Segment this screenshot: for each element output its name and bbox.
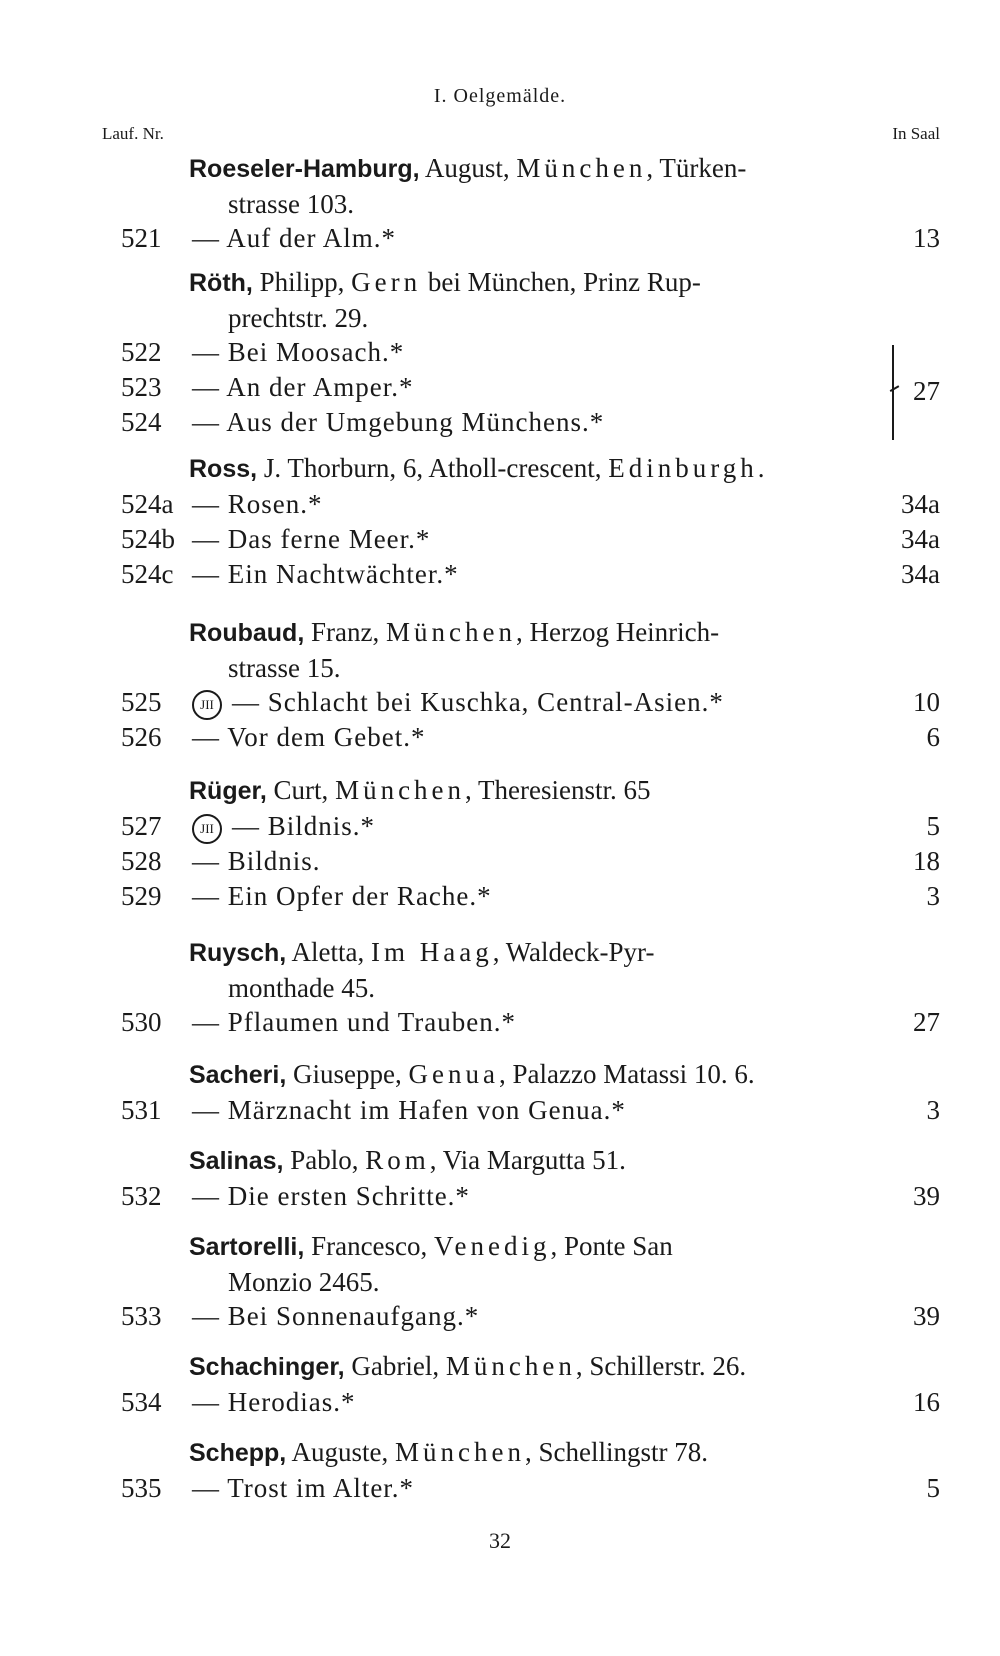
room-number: 18: [913, 846, 940, 876]
artist-address: , Palazzo Matassi 10. 6.: [498, 1059, 755, 1089]
artist-line: [189, 150, 889, 187]
room-number: 3: [926, 1095, 940, 1125]
artist-line: [189, 934, 889, 971]
artwork-row: [0, 685, 1000, 720]
artist-given-name: Auguste,: [286, 1437, 396, 1467]
room-number: 39: [913, 1301, 940, 1331]
column-header-number: Lauf. Nr.: [102, 124, 164, 143]
artist-city: Gern: [351, 267, 422, 297]
column-header-room: In Saal: [892, 124, 940, 143]
room-number: 34a: [901, 559, 940, 589]
artwork-number: 534: [121, 1387, 162, 1417]
artist-entry: [0, 450, 1000, 592]
artwork-title: — Märznacht im Hafen von Genua.*: [192, 1095, 626, 1125]
artist-line: [189, 1056, 889, 1093]
artist-line: [189, 614, 889, 651]
artist-city: München: [516, 153, 647, 183]
artist-address: , Waldeck-Pyr-: [492, 937, 655, 967]
address-continuation: strasse 103.: [228, 189, 354, 219]
artist-city: München: [386, 617, 516, 647]
artwork-row: [0, 1385, 1000, 1420]
artwork-title: [192, 809, 375, 844]
artist-given-name: Giuseppe,: [286, 1059, 409, 1089]
artist-entry: [0, 614, 1000, 755]
artwork-row: [0, 844, 1000, 879]
artwork-row: [0, 1005, 1000, 1040]
artist-line: [189, 1228, 889, 1265]
grouping-brace: [878, 345, 894, 440]
artist-address: .: [757, 453, 765, 483]
artwork-number: 522: [121, 337, 162, 367]
artwork-number: 527: [121, 811, 162, 841]
section-title: I. Oelgemälde.: [433, 85, 567, 107]
artwork-title: [192, 685, 724, 720]
room-number: 5: [926, 811, 940, 841]
page-number: 32: [489, 1528, 511, 1553]
artwork-title: — Vor dem Gebet.*: [192, 722, 426, 752]
artist-city: Edinburgh: [608, 453, 758, 483]
artwork-number: 530: [121, 1007, 162, 1037]
artist-given-name: J. Thorburn, 6, Atholl-crescent,: [257, 453, 609, 483]
artwork-number: 524b: [121, 524, 175, 554]
artwork-title: — Bei Sonnenaufgang.*: [192, 1301, 480, 1331]
artist-line: [189, 264, 889, 301]
artwork-title: — An der Amper.*: [192, 372, 414, 402]
artist-entry: [0, 264, 1000, 440]
artwork-row: [0, 879, 1000, 914]
artist-name: Salinas,: [189, 1147, 284, 1175]
artwork-row: [0, 522, 1000, 557]
room-number: 34a: [901, 524, 940, 554]
artist-address: , Via Margutta 51.: [429, 1145, 626, 1175]
artist-line: [189, 772, 889, 809]
artist-address: , Türken-: [646, 153, 747, 183]
address-continuation: prechtstr. 29.: [228, 303, 369, 333]
artist-name: Roeseler-Hamburg,: [189, 155, 420, 183]
address-continuation: monthade 45.: [228, 973, 375, 1003]
address-continuation: Monzio 2465.: [228, 1267, 380, 1297]
artwork-title: — Bei Moosach.*: [192, 337, 405, 367]
artist-city: Venedig: [434, 1231, 551, 1261]
artwork-row: [0, 720, 1000, 755]
artwork-number: 528: [121, 846, 162, 876]
artist-name: Ruysch,: [189, 939, 287, 967]
address-continuation: strasse 15.: [228, 653, 341, 683]
artwork-number: 525: [121, 687, 162, 717]
artist-given-name: Gabriel,: [344, 1351, 446, 1381]
artwork-number: 532: [121, 1181, 162, 1211]
room-number: 6: [926, 722, 940, 752]
artist-entry: [0, 934, 1000, 1040]
artist-name: Roubaud,: [189, 619, 305, 647]
room-number: 27: [913, 1007, 940, 1037]
artist-name: Schepp,: [189, 1439, 287, 1467]
artwork-title: — Das ferne Meer.*: [192, 524, 431, 554]
artwork-row: [0, 1299, 1000, 1334]
room-number: 39: [913, 1181, 940, 1211]
artist-entry: [0, 1348, 1000, 1420]
artist-given-name: Francesco,: [304, 1231, 435, 1261]
artwork-row: [0, 487, 1000, 522]
artwork-title: — Herodias.*: [192, 1387, 356, 1417]
artwork-title-text: — Schlacht bei Kuschka, Central-Asien.*: [232, 687, 724, 717]
artwork-number: 533: [121, 1301, 162, 1331]
artist-address: , Herzog Heinrich-: [515, 617, 720, 647]
artist-address: bei München, Prinz Rup-: [421, 267, 701, 297]
artist-address: , Theresienstr. 65: [465, 775, 651, 805]
artwork-title: — Pflaumen und Trauben.*: [192, 1007, 516, 1037]
room-number: 16: [913, 1387, 940, 1417]
artist-given-name: Pablo,: [283, 1145, 366, 1175]
artist-line: [189, 1142, 889, 1179]
artwork-row: [0, 809, 1000, 844]
artwork-row: [0, 405, 1000, 440]
artist-name: Sartorelli,: [189, 1233, 305, 1261]
artist-name: Sacheri,: [189, 1061, 287, 1089]
artist-entry: [0, 1228, 1000, 1334]
artist-line: [189, 1348, 889, 1385]
artwork-row: [0, 1179, 1000, 1214]
artwork-number: 535: [121, 1473, 162, 1503]
artist-line: [189, 450, 889, 487]
artist-city: München: [335, 775, 466, 805]
artist-entry: [0, 1142, 1000, 1214]
artist-city: München: [395, 1437, 525, 1467]
artwork-title: — Auf der Alm.*: [192, 223, 396, 253]
artwork-title: — Trost im Alter.*: [192, 1473, 415, 1503]
artist-name: Rüger,: [189, 777, 267, 805]
artist-line: [189, 1434, 889, 1471]
artwork-row: [0, 1471, 1000, 1506]
artist-name: Röth,: [189, 269, 253, 297]
artwork-number: 529: [121, 881, 162, 911]
artist-given-name: Aletta,: [286, 937, 371, 967]
group-room-number: 27: [913, 376, 940, 406]
artwork-row: [0, 370, 1000, 405]
room-number: 34a: [901, 489, 940, 519]
artist-address: , Schellingstr 78.: [525, 1437, 708, 1467]
artist-address: , Ponte San: [550, 1231, 673, 1261]
artwork-number: 524c: [121, 559, 174, 589]
artwork-title: — Aus der Umgebung Münchens.*: [192, 407, 605, 437]
artwork-title: — Bildnis.: [192, 846, 321, 876]
artist-entry: [0, 1434, 1000, 1506]
association-mark-icon: JII: [192, 690, 222, 720]
artist-city: Im Haag: [371, 937, 493, 967]
artwork-number: 526: [121, 722, 162, 752]
artist-name: Ross,: [189, 455, 258, 483]
artwork-row: [0, 1093, 1000, 1128]
artwork-title: — Die ersten Schritte.*: [192, 1181, 470, 1211]
artist-given-name: Curt,: [266, 775, 336, 805]
artwork-row: [0, 221, 1000, 256]
artist-given-name: Philipp,: [252, 267, 352, 297]
artwork-number: 523: [121, 372, 162, 402]
artist-city: München: [445, 1351, 576, 1381]
artwork-title: — Rosen.*: [192, 489, 323, 519]
artwork-number: 524a: [121, 489, 174, 519]
room-number: 5: [926, 1473, 940, 1503]
artist-given-name: Franz,: [304, 617, 386, 647]
artist-entry: [0, 150, 1000, 256]
artwork-number: 524: [121, 407, 162, 437]
artist-entry: [0, 1056, 1000, 1128]
artist-city: Genua: [408, 1059, 499, 1089]
artwork-row: [0, 557, 1000, 592]
artwork-number: 531: [121, 1095, 162, 1125]
artwork-row: [0, 335, 1000, 370]
artwork-title: — Ein Nachtwächter.*: [192, 559, 459, 589]
artist-entry: [0, 772, 1000, 914]
room-number: 3: [926, 881, 940, 911]
association-mark-icon: JII: [192, 814, 222, 844]
artist-address: , Schillerstr. 26.: [575, 1351, 747, 1381]
room-number: 13: [913, 223, 940, 253]
artwork-number: 521: [121, 223, 162, 253]
room-number: 10: [913, 687, 940, 717]
artwork-title: — Ein Opfer der Rache.*: [192, 881, 492, 911]
artist-given-name: August,: [419, 153, 517, 183]
artwork-title-text: — Bildnis.*: [232, 811, 376, 841]
artist-city: Rom: [365, 1145, 430, 1175]
artist-name: Schachinger,: [189, 1353, 345, 1381]
